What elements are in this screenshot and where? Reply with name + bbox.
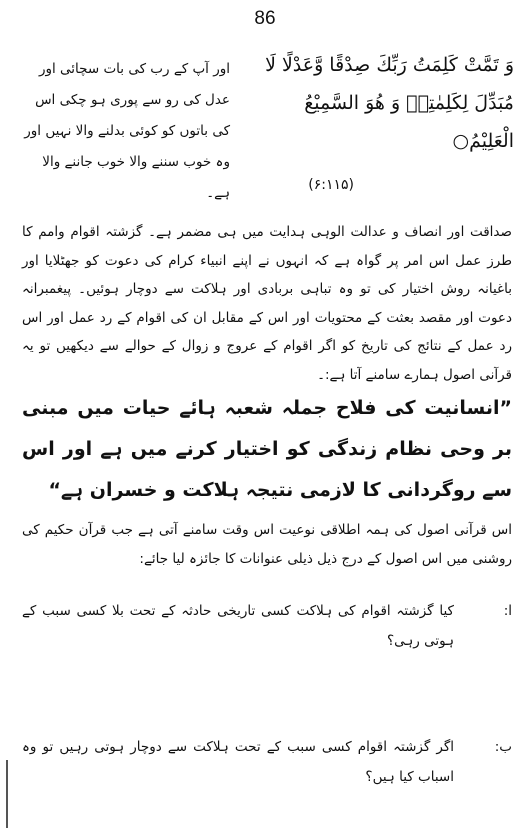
quoted-principle: ”انسانیت کی فلاح جملہ شعبہ ہائے حیات میں مبنی بر وحی نظام زندگی کو اختیار کرنے میں ہے اور اس سے روگردانی کا لازمی نتیجہ ہلاکت و خسران ہے“ xyxy=(22,397,512,501)
list-item-text: کیا گزشتہ اقوام کی ہلاکت کسی تاریخی حادثہ کے تحت بلا کسی سبب کے ہوتی رہی؟ xyxy=(22,603,454,649)
verse-block xyxy=(244,46,514,204)
verse-reference: (۶:۱۱۵) xyxy=(308,177,354,193)
verse-arabic: وَ تَمَّتْ كَلِمَتُ رَبِّكَ صِدْقًا وَّعَدْلًا لَا مُبَدِّلَ لِكَلِمٰتِهٖ وَ هُوَ السَّمِيْعُ الْعَلِيْمُ○ xyxy=(265,54,514,152)
paragraph-1: صداقت اور انصاف و عدالت الوہی ہدایت میں ہی مضمر ہے۔ گزشتہ اقوام وامم کا طرز عمل اس امر پر گواہ ہے کہ انہوں نے اپنے انبیاء کرام کی دعوت کو جھٹلایا اور باغیانہ روش اختیار کی تو وہ تباہی بربادی اور ہلاکت سے دوچار ہوئیں۔ پیغمبرانہ دعوت اور مقصد بعثت کے محتویات اور اس کے مقابل ان کی اقوام کے رد عمل اور اس رد عمل کے نتائج کی تاریخ کو اگر اقوام کے عروج و زوال کے حوالے سے دیکھیں تو یہ قرآنی اصول ہمارے سامنے آتا ہے:۔ xyxy=(22,224,512,383)
list-item-text: اگر گزشتہ اقوام کسی سبب کے تحت ہلاکت سے دوچار ہوتی رہیں تو وہ اسباب کیا ہیں؟ xyxy=(22,739,454,785)
page-edge-line xyxy=(6,760,8,828)
paragraph-2: اس قرآنی اصول کی ہمہ اطلاقی نوعیت اس وقت سامنے آتی ہے جب قرآن حکیم کی روشنی میں اس اصول کے درج ذیل ذیلی عنوانات کا جائزہ لیا جائے: xyxy=(22,522,512,567)
page-number: 86 xyxy=(254,8,276,29)
verse-translation: اور آپ کے رب کی بات سچائی اور عدل کی رو سے پوری ہو چکی اس کی باتوں کو کوئی بدلنے والا نہیں اور وہ خوب سننے والا خوب جاننے والا ہے۔ xyxy=(24,61,230,201)
list-item xyxy=(22,732,512,792)
list-item xyxy=(22,596,512,656)
list-item-marker: ب: xyxy=(494,739,512,755)
list-item-marker: ا: xyxy=(503,603,512,619)
